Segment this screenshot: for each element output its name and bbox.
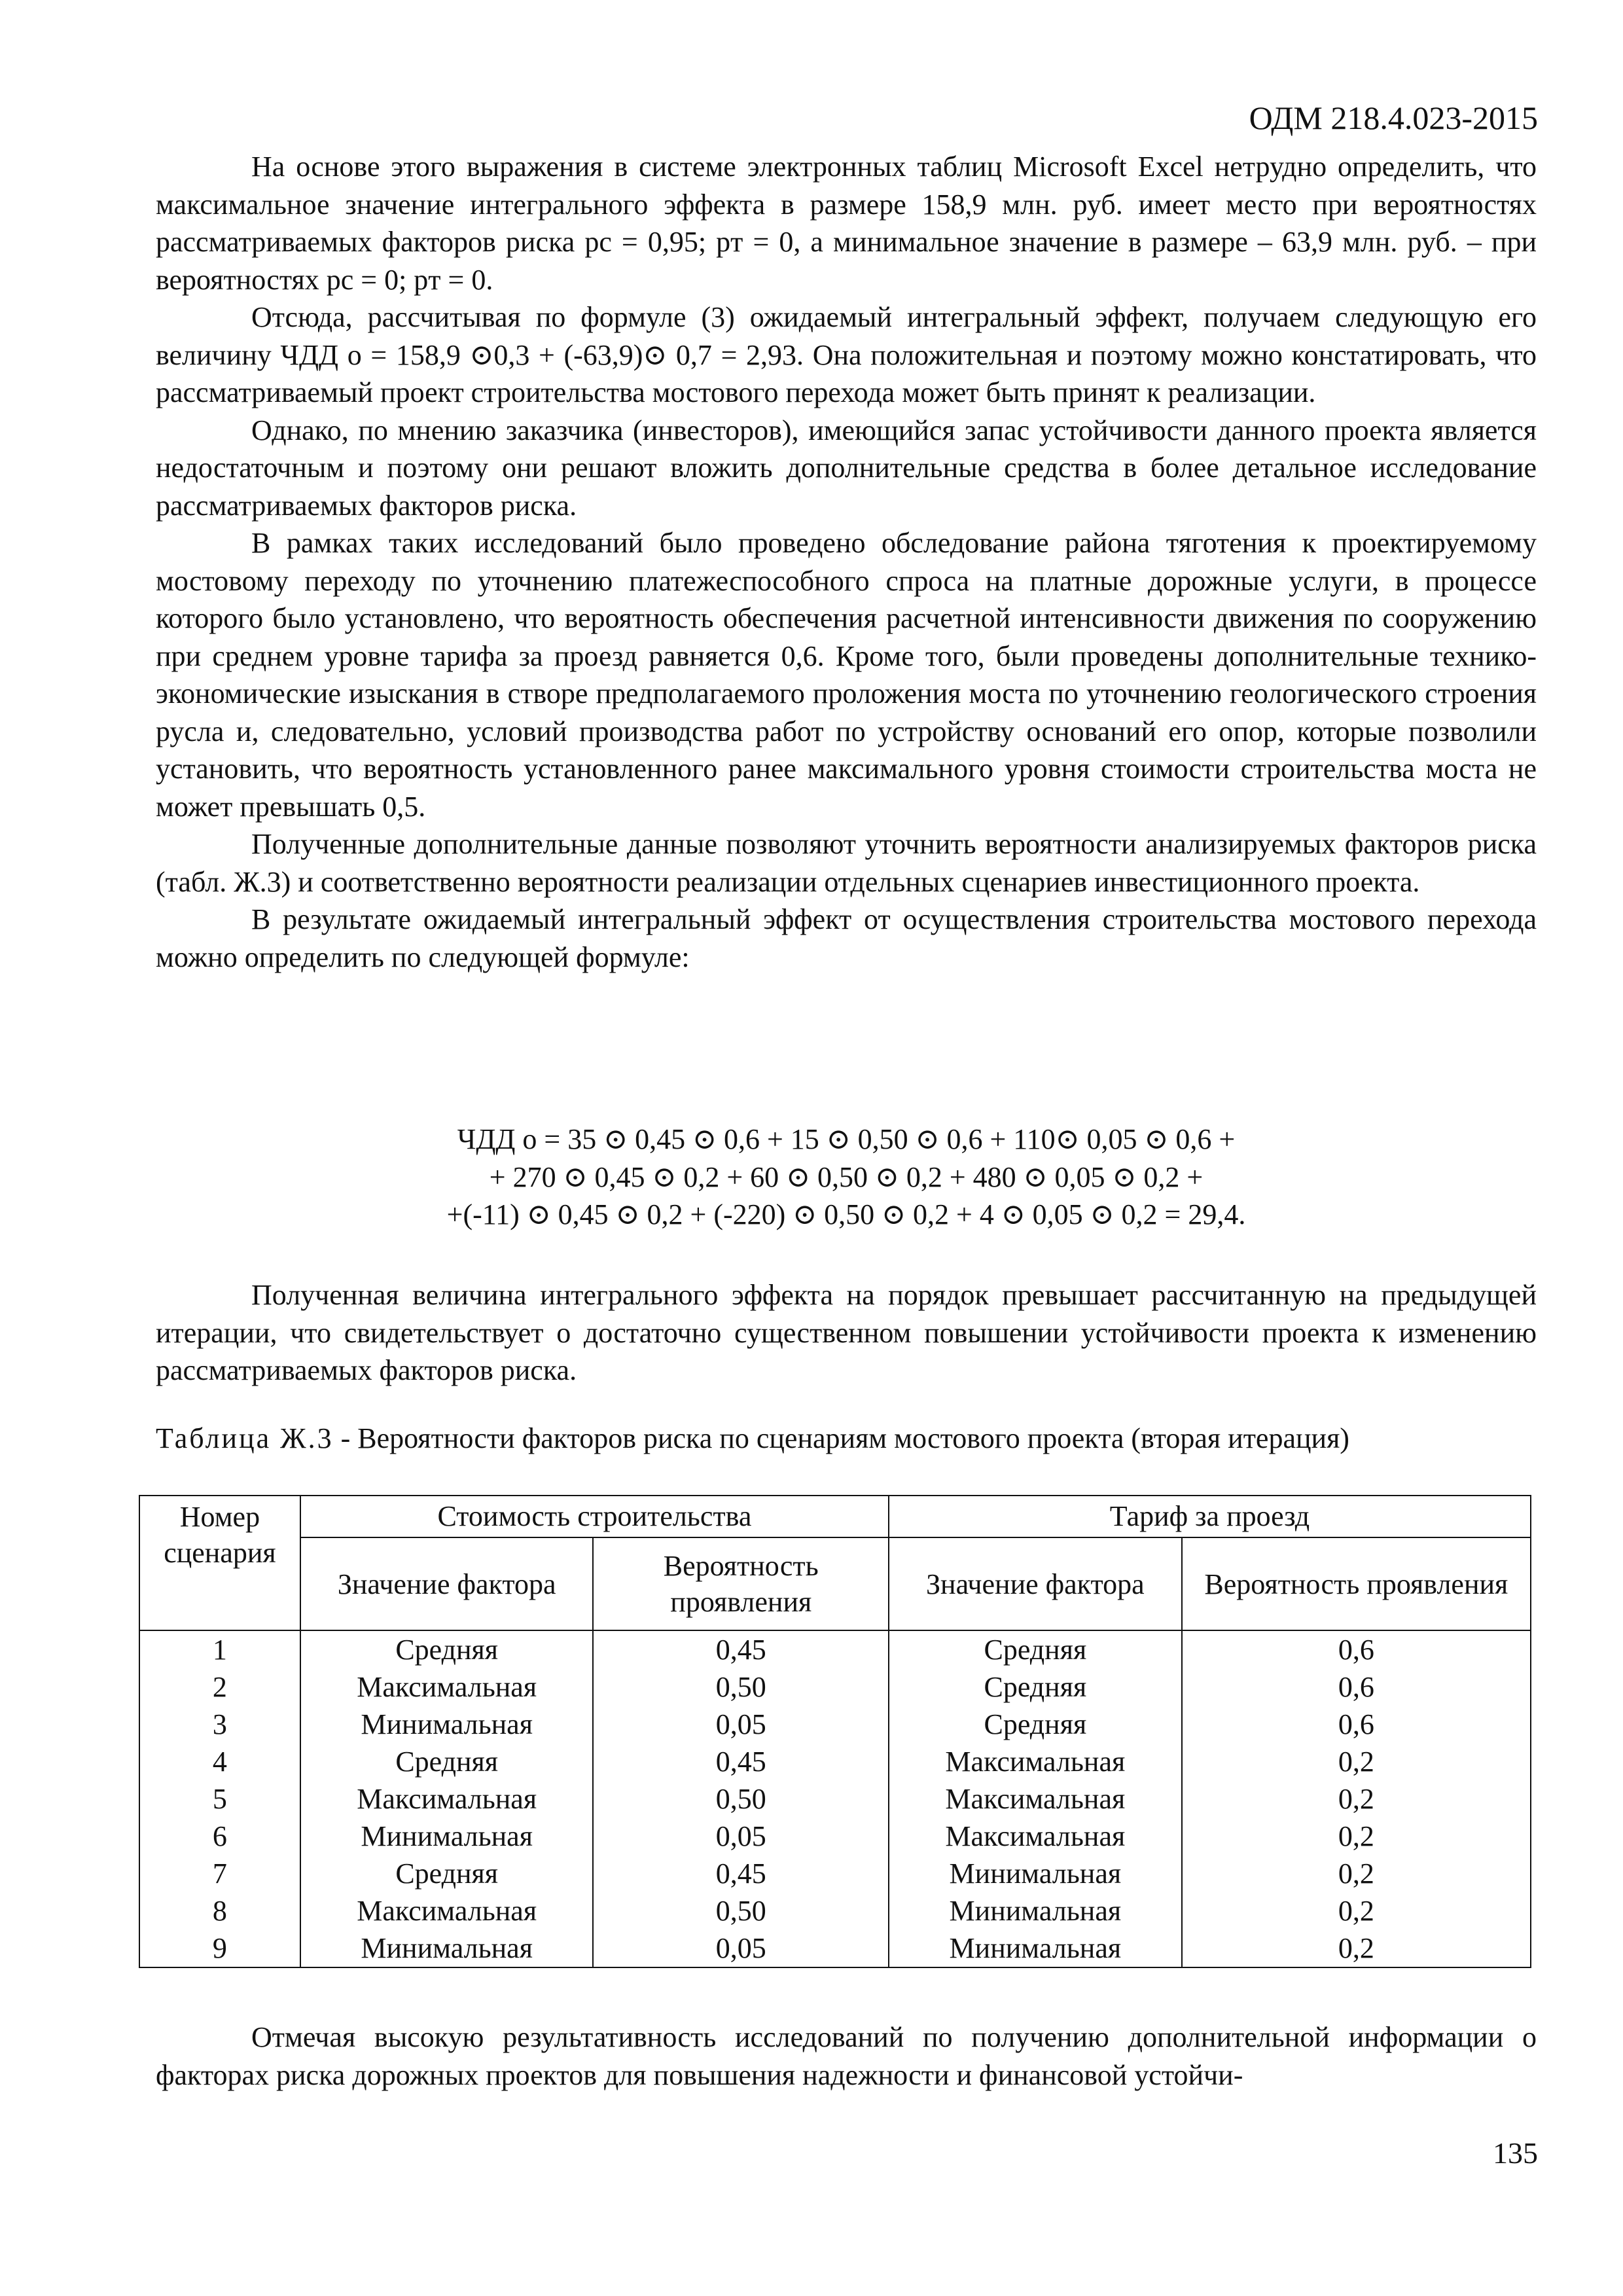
cell-tariff-value: Минимальная — [889, 1892, 1182, 1929]
paragraph: На основе этого выражения в системе электронных таблиц Microsoft Excel нетрудно определить, что максимальное значение интегрального эффекта в размере 158,9 млн. руб. имеет место при вероятностях рассматриваемых факторов риска pс = 0,95; pт = 0, а минимальное значение в размере – 63,9 млн. руб. – при вероятностях pс = 0; pт = 0. — [156, 151, 1537, 296]
cell-scenario: 1 — [139, 1630, 300, 1668]
cell-tariff-value: Средняя — [889, 1630, 1182, 1668]
cell-cost-value: Средняя — [300, 1855, 594, 1892]
cell-tariff-value: Максимальная — [889, 1780, 1182, 1818]
header-cost-value: Значение фактора — [300, 1537, 594, 1630]
cell-tariff-probability: 0,2 — [1182, 1780, 1531, 1818]
cell-cost-value: Максимальная — [300, 1668, 594, 1706]
paragraph: Полученные дополнительные данные позволяют уточнить вероятности анализируемых факторов риска (табл. Ж.3) и соответственно вероятности реализации отдельных сценариев инвестиционного проекта. — [156, 828, 1537, 898]
table-row — [139, 1743, 1531, 1780]
header-tariff-group: Тариф за проезд — [889, 1496, 1531, 1537]
cell-cost-probability: 0,50 — [593, 1780, 889, 1818]
table-row — [139, 1929, 1531, 1967]
table-caption-label: Таблица Ж.3 — [156, 1422, 334, 1454]
cell-tariff-probability: 0,2 — [1182, 1892, 1531, 1929]
cell-tariff-value: Минимальная — [889, 1929, 1182, 1967]
cell-cost-probability: 0,05 — [593, 1706, 889, 1743]
header-tariff-value: Значение фактора — [889, 1537, 1182, 1630]
paragraph: Полученная величина интегрального эффекта на порядок превышает рассчитанную на предыдущей итерации, что свидетельствует о достаточно существенном повышении устойчивости проекта к изменению рассматриваемых факторов риска. — [156, 1279, 1537, 1386]
cell-cost-probability: 0,45 — [593, 1855, 889, 1892]
cell-scenario: 6 — [139, 1818, 300, 1855]
cell-scenario: 3 — [139, 1706, 300, 1743]
cell-scenario: 4 — [139, 1743, 300, 1780]
cell-cost-value: Минимальная — [300, 1818, 594, 1855]
table-caption — [156, 1419, 1556, 1458]
cell-scenario: 9 — [139, 1929, 300, 1967]
cell-tariff-probability: 0,6 — [1182, 1668, 1531, 1706]
header-tariff-probability: Вероятность проявления — [1182, 1537, 1531, 1630]
paragraph: Отмечая высокую результативность исследований по получению дополнительной информации о факторах риска дорожных проектов для повышения надежности и финансовой устойчи- — [156, 2021, 1537, 2091]
cell-tariff-probability: 0,2 — [1182, 1855, 1531, 1892]
paragraph: Однако, по мнению заказчика (инвесторов), имеющийся запас устойчивости данного проекта является недостаточным и поэтому они решают вложить дополнительные средства в более детальное исследование рассматриваемых факторов риска. — [156, 414, 1537, 522]
cell-cost-probability: 0,50 — [593, 1892, 889, 1929]
cell-cost-probability: 0,45 — [593, 1630, 889, 1668]
cell-tariff-probability: 0,2 — [1182, 1929, 1531, 1967]
table-row — [139, 1855, 1531, 1892]
cell-cost-value: Минимальная — [300, 1706, 594, 1743]
table-row — [139, 1706, 1531, 1743]
closing-paragraph — [156, 2018, 1537, 2094]
page-number: 135 — [1493, 2136, 1538, 2170]
cell-cost-probability: 0,50 — [593, 1668, 889, 1706]
formula-block — [156, 1121, 1537, 1234]
table-row — [139, 1818, 1531, 1855]
header-cost-group: Стоимость строительства — [300, 1496, 889, 1537]
cell-cost-value: Минимальная — [300, 1929, 594, 1967]
cell-tariff-value: Средняя — [889, 1706, 1182, 1743]
cell-cost-value: Средняя — [300, 1743, 594, 1780]
cell-tariff-probability: 0,2 — [1182, 1743, 1531, 1780]
paragraph: В рамках таких исследований было проведено обследование района тяготения к проектируемому мостовому переходу по уточнению платежеспособного спроса на платные дорожные услуги, в процессе которого было установлено, что вероятность обеспечения расчетной интенсивности движения по сооружению при среднем уровне тарифа за проезд равняется 0,6. Кроме того, были проведены дополнительные технико-экономические изыскания в створе предполагаемого проложения моста по уточнению геологического строения русла и, следовательно, условий производства работ по устройству оснований его опор, которые позволили установить, что вероятность установленного ранее максимального уровня стоимости строительства моста не может превышать 0,5. — [156, 527, 1537, 823]
cell-tariff-probability: 0,6 — [1182, 1706, 1531, 1743]
body-text — [156, 148, 1537, 976]
cell-scenario: 8 — [139, 1892, 300, 1929]
cell-cost-value: Максимальная — [300, 1780, 594, 1818]
cell-cost-value: Максимальная — [300, 1892, 594, 1929]
header-scenario: Номер сценария — [139, 1496, 300, 1630]
table-row — [139, 1668, 1531, 1706]
table-caption-text: - Вероятности факторов риска по сценариям мостового проекта (вторая итерация) — [333, 1422, 1349, 1454]
cell-tariff-probability: 0,6 — [1182, 1630, 1531, 1668]
cell-scenario: 2 — [139, 1668, 300, 1706]
risk-probability-table — [139, 1495, 1531, 1968]
cell-cost-value: Средняя — [300, 1630, 594, 1668]
cell-tariff-value: Минимальная — [889, 1855, 1182, 1892]
conclusion-paragraph — [156, 1276, 1537, 1390]
cell-cost-probability: 0,05 — [593, 1818, 889, 1855]
formula-line: + 270 ⊙ 0,45 ⊙ 0,2 + 60 ⊙ 0,50 ⊙ 0,2 + 480 ⊙ 0,05 ⊙ 0,2 + — [489, 1160, 1204, 1193]
formula-line: +(-11) ⊙ 0,45 ⊙ 0,2 + (-220) ⊙ 0,50 ⊙ 0,2 + 4 ⊙ 0,05 ⊙ 0,2 = 29,4. — [446, 1198, 1246, 1230]
cell-scenario: 7 — [139, 1855, 300, 1892]
formula-line: ЧДД о = 35 ⊙ 0,45 ⊙ 0,6 + 15 ⊙ 0,50 ⊙ 0,6 + 110⊙ 0,05 ⊙ 0,6 + — [457, 1123, 1236, 1155]
table-row — [139, 1780, 1531, 1818]
cell-tariff-value: Максимальная — [889, 1743, 1182, 1780]
table-row — [139, 1892, 1531, 1929]
cell-cost-probability: 0,45 — [593, 1743, 889, 1780]
cell-tariff-value: Максимальная — [889, 1818, 1182, 1855]
header-cost-probability: Вероятность проявления — [593, 1537, 889, 1630]
cell-tariff-value: Средняя — [889, 1668, 1182, 1706]
cell-scenario: 5 — [139, 1780, 300, 1818]
table-row — [139, 1630, 1531, 1668]
cell-tariff-probability: 0,2 — [1182, 1818, 1531, 1855]
cell-cost-probability: 0,05 — [593, 1929, 889, 1967]
paragraph: В результате ожидаемый интегральный эффект от осуществления строительства мостового перехода можно определить по следующей формуле: — [156, 903, 1537, 973]
document-code: ОДМ 218.4.023-2015 — [1249, 99, 1538, 136]
paragraph: Отсюда, рассчитывая по формуле (3) ожидаемый интегральный эффект, получаем следующую его величину ЧДД о = 158,9 ⊙0,3 + (-63,9)⊙ 0,7 = 2,93. Она положительная и поэтому можно констатировать, что рассматриваемый проект строительства мостового перехода может быть принят к реализации. — [156, 301, 1537, 408]
